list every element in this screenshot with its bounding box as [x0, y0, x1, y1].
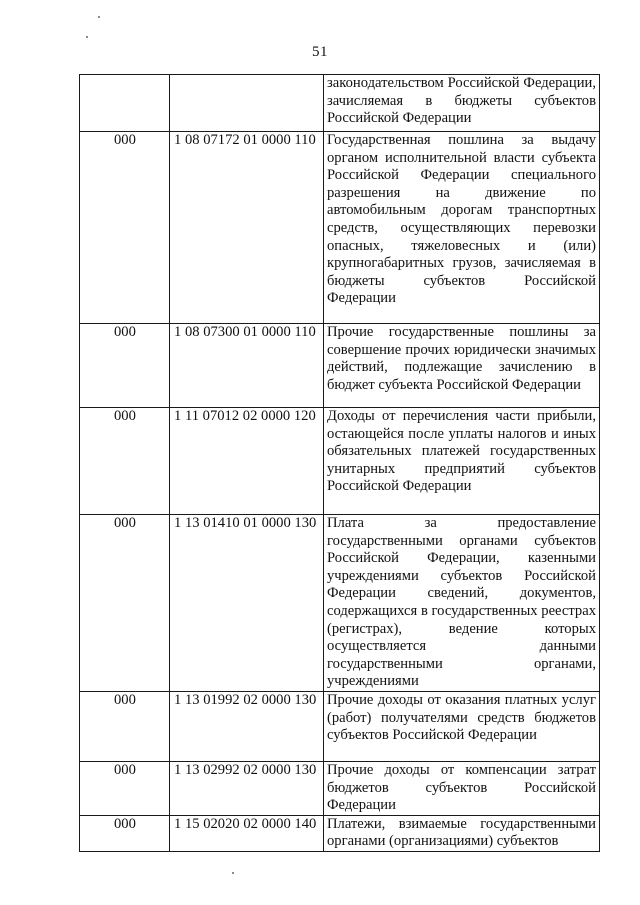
page-number: 51 [312, 44, 328, 60]
admin-code-cell: 000 [80, 761, 170, 815]
admin-code-cell: 000 [80, 132, 170, 324]
income-code-cell: 1 08 07172 01 0000 110 [170, 132, 324, 324]
admin-code-cell: 000 [80, 515, 170, 692]
description-cell: Платежи, взимаемые государственными органами (организациями) субъектов [324, 815, 600, 851]
table-row [80, 75, 600, 132]
description-cell: Прочие доходы от компенсации затрат бюджетов субъектов Российской Федерации [324, 761, 600, 815]
income-code-cell: 1 13 02992 02 0000 130 [170, 761, 324, 815]
income-code-cell: 1 15 02020 02 0000 140 [170, 815, 324, 851]
table-row [80, 408, 600, 515]
scan-speck [98, 16, 100, 18]
admin-code-cell: 000 [80, 324, 170, 408]
income-code-cell: 1 13 01410 01 0000 130 [170, 515, 324, 692]
description-cell: Государственная пошлина за выдачу органом исполнительной власти субъекта Российской Федерации специального разрешения на движение по автомобильным дорогам транспортных средств, осуществляющих перевозки опасных, тяжеловесных и (или) крупногабаритных грузов, зачисляемая в бюджеты субъектов Российской Федерации [324, 132, 600, 324]
admin-code-cell: 000 [80, 815, 170, 851]
description-cell: Прочие государственные пошлины за совершение прочих юридически значимых действий, подлежащие зачислению в бюджет субъекта Российской Федерации [324, 324, 600, 408]
income-codes-table [79, 74, 600, 852]
income-code-cell [170, 75, 324, 132]
table-row [80, 691, 600, 761]
admin-code-cell [80, 75, 170, 132]
income-code-cell: 1 11 07012 02 0000 120 [170, 408, 324, 515]
scan-speck [232, 872, 234, 874]
table-row [80, 324, 600, 408]
income-code-cell: 1 13 01992 02 0000 130 [170, 691, 324, 761]
description-cell: Плата за предоставление государственными органами субъектов Российской Федерации, казенными учреждениями субъектов Российской Федерации сведений, документов, содержащихся в государственных реестрах (регистрах), ведение которых осуществляется данными государственными органами, учреждениями [324, 515, 600, 692]
description-cell: Прочие доходы от оказания платных услуг (работ) получателями средств бюджетов субъектов Российской Федерации [324, 691, 600, 761]
scan-speck [86, 36, 88, 38]
income-code-cell: 1 08 07300 01 0000 110 [170, 324, 324, 408]
table-row [80, 761, 600, 815]
admin-code-cell: 000 [80, 691, 170, 761]
admin-code-cell: 000 [80, 408, 170, 515]
table-row [80, 132, 600, 324]
description-cell: законодательством Российской Федерации, зачисляемая в бюджеты субъектов Российской Федерации [324, 75, 600, 132]
description-cell: Доходы от перечисления части прибыли, остающейся после уплаты налогов и иных обязательных платежей государственных унитарных предприятий субъектов Российской Федерации [324, 408, 600, 515]
table-row [80, 515, 600, 692]
table-row [80, 815, 600, 851]
